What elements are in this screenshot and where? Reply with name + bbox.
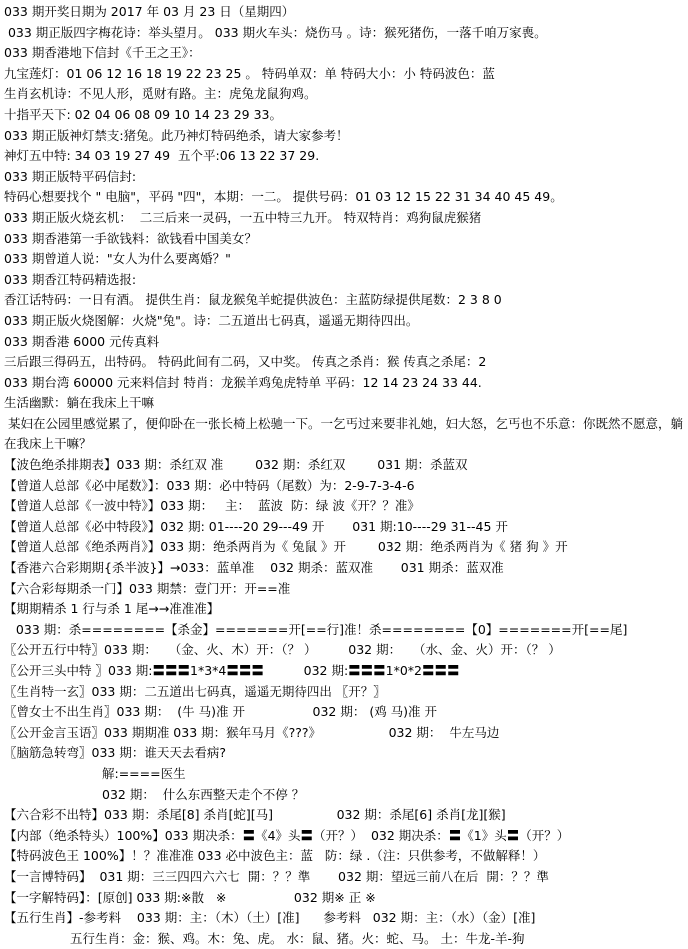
one-wave-line: 【曾道人总部《一波中特》】033 期： 主： 蓝波 防：绿 波《开？？准》 (4, 498, 420, 514)
kill-row-title: 【期期精杀 1 行与杀 1 尾→→准准准】 (4, 601, 220, 617)
two-zodiac-line: 【曾道人总部《绝杀两肖》】033 期：绝杀两肖为《 兔鼠 》开 032 期：绝杀两肖为《 猪 狗 》开 (4, 539, 568, 555)
xiangjiang-title: 033 期香江特码精选报: (4, 271, 137, 287)
wave-king-line: 【特码波色王 100%】！？准准准 033 必中波色主：蓝 防：绿 .（注：只供参考，不做解释！） (4, 848, 546, 864)
tail-number-line: 【曾道人总部《必中尾数》】：033 期：必中特码（尾数）为：2-9-7-3-4-6 (4, 477, 415, 493)
lamp-ban-line: 033 期正版神灯禁支:猪兔。此乃神灯特码绝杀，请大家参考！ (4, 127, 349, 143)
nine-lotus-line: 九宝莲灯：01 06 12 16 18 19 22 23 25 。 特码单双：单 特码大小：小 特码波色：蓝 (4, 65, 495, 81)
hk-envelope-title: 033 期香港地下信封《千王之王》： (4, 45, 201, 61)
segment-line: 【曾道人总部《必中特段》】032 期: 01----20 29---49 开 031 期:10----29 31--45 开 (4, 518, 508, 534)
one-char-line: 【一字解特码】：[原创] 033 期:※散 ※ 032 期※ 正 ※ (4, 889, 376, 905)
zeng-says-line: 033 期曾道人说："女人为什么要离婚？" (4, 251, 231, 267)
flat-code-line: 特码心想要找个 " 电脑"，平码 "四"，本期：一二。 提供号码：01 03 12 15 22 31 34 40 45 49。 (4, 189, 563, 205)
fax-line: 三后跟三得码五，出特码。 特码此间有二码，又中奖。 传真之杀肖：猴 传真之杀尾：2 (4, 354, 487, 370)
draw-date-line: 033 期开奖日期为 2017 年 03 月 23 日（星期四） (4, 4, 295, 19)
humor-title: 生活幽默：躺在我床上干嘛 (4, 395, 155, 411)
five-elements-line: 〖公开五行中特〗033 期： （金、火、木）开：（？ ） 032 期： （水、金、火）开：（？ ） (4, 642, 561, 658)
ten-fingers-line: 十指平天下: 02 04 06 08 09 10 14 23 29 33。 (4, 106, 283, 122)
flat-code-title: 033 期正版特平码信封: (4, 168, 137, 184)
wave-color-line: 【波色绝杀排期表】033 期：杀红双 准 032 期：杀红双 031 期：杀蓝双 (4, 457, 468, 473)
kill-head-line: 【内部（绝杀特头）100%】033 期决杀：〓《4》头〓（开？） 032 期决杀：〓《1》头〓（开？） (4, 827, 570, 843)
lamp-five-line: 神灯五中特: 34 03 19 27 49 五个平:06 13 22 37 29. (4, 148, 320, 164)
zodiac-mystery-line: 〖生肖特一玄〗033 期：二五道出七码真，遥遥无期待四出 〖开？〗 (4, 683, 386, 699)
brain-teaser-032: 032 期： 什么东西整天走个不停 ？ (102, 786, 305, 802)
humor-story: 某妇在公园里感觉累了，便仰卧在一张长椅上松驰一下。一乞丐过来要非礼她，妇大怒，乞丐也不乐意：你既然不愿意，躺在我床上干嘛？ (4, 415, 683, 452)
xiangjiang-line: 香江话特码：一日有酒。 提供生肖：鼠龙猴兔羊蛇提供波色：主蓝防绿提供尾数：2 3 8 0 (4, 292, 502, 308)
taiwan-line: 033 期台湾 60000 元来料信封 特肖：龙猴羊鸡兔虎特单 平码：12 14 23 24 33 44. (4, 374, 482, 390)
kill-row-line: 033 期：杀========【杀金】=======开[==行]准！杀========【0】=======开[==尾] (4, 621, 628, 637)
three-heads-line: 〖公开三头中特 〗033 期:〓〓〓1*3*4〓〓〓 032 期:〓〓〓1*0*2〓〓〓 (4, 663, 460, 678)
fax-title: 033 期香港 6000 元传真料 (4, 333, 160, 349)
zodiac-poem-line: 生肖玄机诗：不见人形，觅财有路。主：虎兔龙鼠狗鸡。 (4, 86, 317, 102)
plum-poem-line: 033 期正版四字梅花诗：举头望月。 033 期火车头：烧伤马 。诗：猴死猪伤，一落千咱万家喪。 (4, 24, 547, 40)
fire-diagram-line: 033 期正版火烧图解：火烧"兔"。诗：二五道出七码真，遥遥无期待四出。 (4, 312, 419, 328)
no-special-line: 【六合彩不出特】033 期：杀尾[8] 杀肖[蛇][马] 032 期：杀尾[6] 杀肖[龙][猴] (4, 807, 506, 823)
brain-teaser-line: 〖脑筋急转弯〗033 期：谁天天去看病? (4, 745, 226, 761)
one-gate-line: 【六合彩每期杀一门】033 期禁：壹门开：开==准 (4, 580, 291, 596)
half-wave-line: 【香港六合彩期期{杀半波}】→033：蓝单准 032 期杀：蓝双准 031 期杀：蓝双准 (4, 560, 504, 576)
brain-teaser-answer: 解:====医生 (102, 765, 186, 781)
fire-mystery-line: 033 期正版火烧玄机： 二三后来一灵码，一五中特三九开。 特双特肖：鸡狗鼠虎猴猪 (4, 209, 482, 225)
ms-zeng-line: 〖曾女士不出生肖〗033 期： (牛 马)准 开 032 期： (鸡 马)准 开 (4, 704, 438, 720)
one-word-bet-line: 【一言博特码】 031 期：三三四四六六七 開：？？準 032 期：望远三前八在后 開：？？準 (4, 868, 549, 884)
first-hand-line: 033 期香港第一手欲钱料：欲钱看中国美女？ (4, 230, 257, 246)
five-element-mapping-line: 五行生肖：金：猴、鸡。木：兔、虎。 水：鼠、猪。火：蛇、马。 土：牛龙-羊-狗 (70, 930, 525, 946)
five-element-zodiac-line: 【五行生肖】-参考料 033 期：主：（木）（土）[准] 参考料 032 期：主：（水）（金）[准] (4, 910, 536, 926)
golden-words-line: 〖公开金言玉语〗033 期期准 033 期：猴年马月《???》 032 期： 牛左马边 (4, 724, 500, 740)
